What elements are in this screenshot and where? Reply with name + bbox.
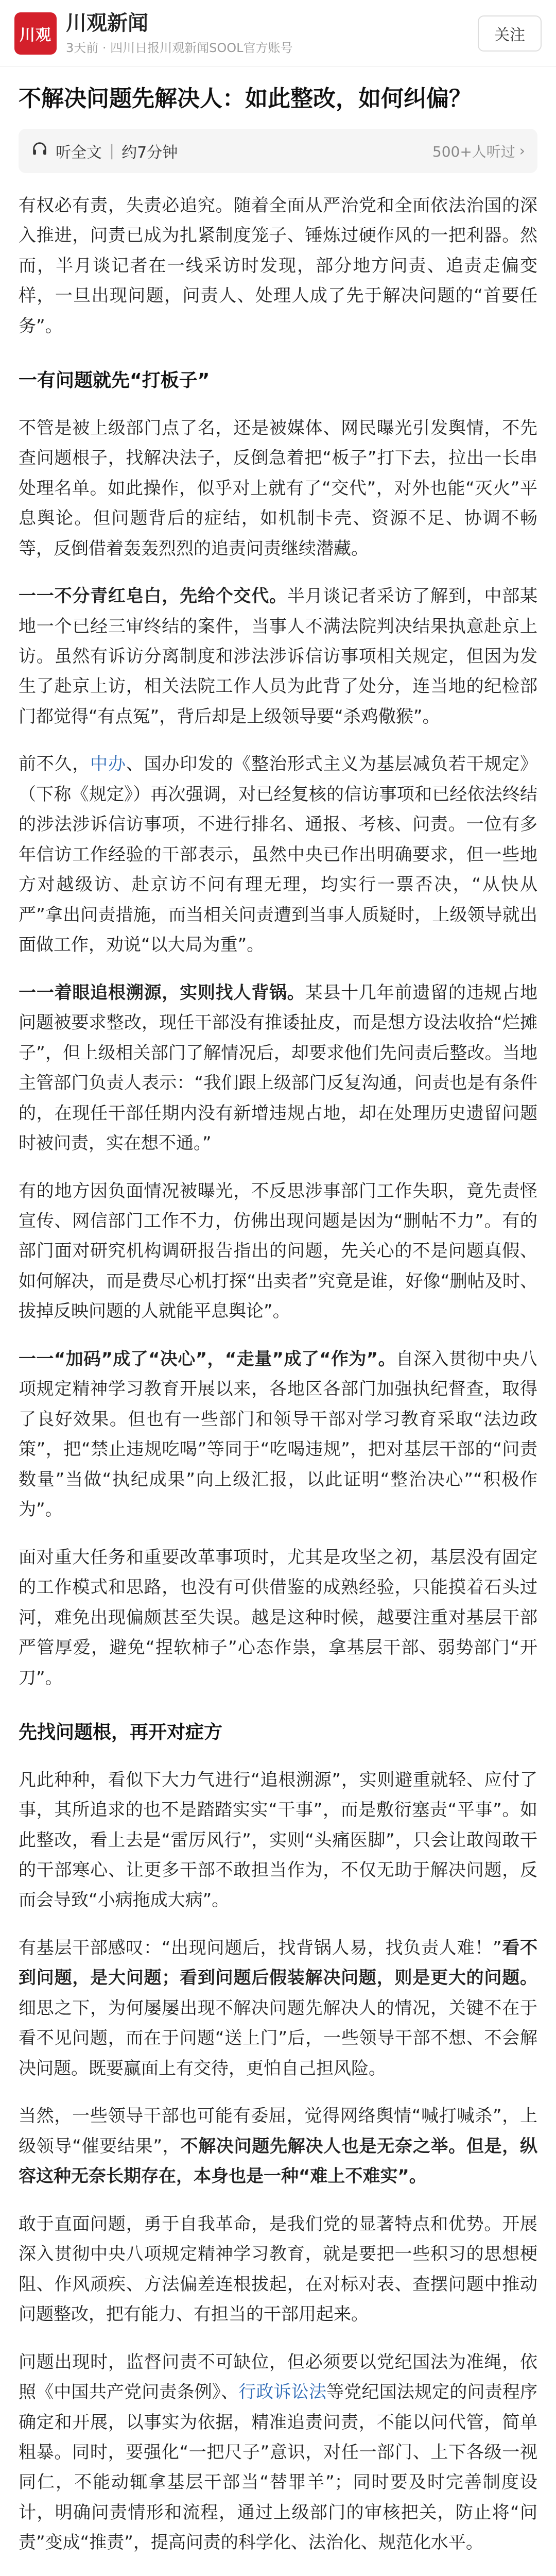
brand-subtitle: 3天前 · 四川日报川观新闻SOOL官方账号: [66, 41, 293, 55]
paragraph-text: 某县十几年前遗留的违规占地问题被要求整改，现任干部没有推诿扯皮，而是想方设法收拾“烂摊子”，但上级相关部门了解情况后，却要求他们先问责后整改。当地主管部门负责人表示：“我们跟上级部门反复沟通，问责也是有条件的，在现任干部任期内没有新增违规占地，却在处理历史遗留问题时被问责，实在想不通。”: [19, 982, 538, 1154]
entity-link[interactable]: 行政诉讼法: [238, 2382, 327, 2403]
bold-lead: 一一“加码”成了“决心”，“走量”成了“作为”。: [19, 1348, 396, 1369]
paragraph: [19, 1344, 537, 1525]
paragraph: 不管是被上级部门点了名，还是被媒体、网民曝光引发舆情，不先查问题根子，找解决法子，反倒急着把“板子”打下去，拉出一长串处理名单。如此操作，似乎对上就有了“交代”，对外也能“灭火”平息舆论。但问题背后的症结，如机制卡壳、资源不足、协调不畅等，反倒借着轰轰烈烈的追责问责继续潜藏。: [19, 417, 537, 559]
paragraph: 有的地方因负面情况被曝光，不反思涉事部门工作失职，竟先责怪宣传、网信部门工作不力，仿佛出现问题是因为“删帖不力”。有的部门面对研究机构调研报告指出的问题，先关心的不是问题真假、如何解决，而是费尽心机打探“出卖者”究竟是谁，好像“删帖及时、拔掉反映问题的人就能平息舆论”。: [19, 1180, 537, 1322]
paragraph-text: 有基层干部感叹：“出现问题后，找背锅人易，找负责人难！”: [19, 1937, 502, 1958]
paragraph: 敢于直面问题，勇于自我革命，是我们党的显著特点和优势。开展深入贯彻中央八项规定精神学习教育，就是要把一些积习的思想梗阻、作风顽疾、方法偏差连根拔起，在对标对表、查摆问题中推动问题整改，把有能力、有担当的干部用起来。: [19, 2213, 537, 2325]
bold-lead: 一一着眼追根溯源，实则找人背锅。: [19, 982, 305, 1003]
paragraph: [19, 2101, 537, 2191]
brand-name[interactable]: 川观新闻: [66, 11, 148, 35]
listen-label: 听全文: [56, 143, 102, 162]
entity-link[interactable]: 中办: [90, 754, 126, 775]
headphones-icon: [31, 140, 48, 162]
paragraph: 有权必有责，失责必追究。随着全面从严治党和全面依法治国的深入推进，问责已成为扎紧制度笼子、锤炼过硬作风的一把利器。然而，半月谈记者在一线采访时发现，部分地方问责、追责走偏变样，一旦出现问题，问责人、处理人成了先于解决问题的“首要任务”。: [19, 195, 537, 336]
paragraph: 面对重大任务和重要改革事项时，尤其是攻坚之初，基层没有固定的工作模式和思路，也没有可供借鉴的成熟经验，只能摸着石头过河，难免出现偏颇甚至失误。越是这种时候，越要注重对基层干部严管厚爱，避免“捏软柿子”心态作祟，拿基层干部、弱势部门“开刀”。: [19, 1547, 537, 1688]
top-bar: [0, 0, 556, 67]
listener-count: 500+人听过: [432, 143, 515, 160]
logo-text: 川观: [20, 26, 51, 44]
paragraph: [19, 1933, 537, 2083]
paragraph-text: 前不久，: [19, 754, 91, 775]
paragraph-text: 半月谈记者采访了解到，中部某地一个已经三审终结的案件，当事人不满法院判决结果执意赴京上访。虽然有诉访分离制度和涉法涉诉信访事项相关规定，但因为发生了赴京上访，相关法院工作人员为此背了处分，连当地的纪检部门都觉得“有点冤”，背后却是上级领导要“杀鸡儆猴”。: [19, 586, 538, 727]
listen-audio-bar[interactable]: [19, 129, 537, 173]
paragraph: 凡此种种，看似下大力气进行“追根溯源”，实则避重就轻、应付了事，其所追求的也不是踏踏实实“干事”，而是敷衍塞责“平事”。如此整改，看上去是“雷厉风行”，实则“头痛医脚”，只会让敢闯敢干的干部寒心、让更多干部不敢担当作为，不仅无助于解决问题，反而会导致“小病拖成大病”。: [19, 1769, 537, 1911]
listen-duration: 约7分钟: [121, 143, 178, 162]
article-title: 不解决问题先解决人：如此整改，如何纠偏？: [19, 86, 472, 112]
paragraph: [19, 2347, 537, 2558]
divider: |: [109, 142, 115, 160]
brand-meta[interactable]: [66, 11, 478, 56]
bold-text: 不解决问题先解决人也是无奈之举。但是，纵容这种无奈长期存在，本身也是一种“难上不难实”。: [19, 2136, 537, 2187]
paragraph-text: 、国办印发的《整治形式主义为基层减负若干规定》（下称《规定》）再次强调，对已经复核的信访事项和已经依法终结的涉法涉诉信访事项，不进行排名、通报、考核、问责。一位有多年信访工作经验的干部表示，虽然中央已作出明确要求，但一些地方对越级访、赴京访不问有理无理，均实行一票否决，“从快从严”拿出问责措施，而当相关问责遭到当事人质疑时，上级领导就出面做工作，劝说“以大局为重”。: [19, 754, 538, 956]
article-body: [0, 67, 556, 2576]
section-heading: 先找问题根，再开对症方: [19, 1722, 223, 1743]
bold-text: 看不到问题，是大问题；看到问题后假装解决问题，则是更大的问题。: [19, 1937, 537, 1989]
paragraph: [19, 978, 537, 1159]
section-heading: 一有问题就先“打板子”: [19, 370, 210, 392]
paragraph-text: 问题出现时，监督问责不可缺位，但必须要以党纪国法为准绳，依照《中国共产党问责条例》、: [19, 2351, 537, 2403]
paragraph: [19, 749, 537, 960]
paragraph-text: 细思之下，为何屡屡出现不解决问题先解决人的情况，关键不在于看不见问题，而在于问题“送上门”后，一些领导干部不想、不会解决问题。既要赢面上有交待，更怕自己担风险。: [19, 1997, 537, 2079]
follow-button[interactable]: 关注: [478, 15, 542, 52]
paragraph-text: 自深入贯彻中央八项规定精神学习教育开展以来，各地区各部门加强执纪督查，取得了良好效果。但也有一些部门和领导干部对学习教育采取“法边政策”，把“禁止违规吃喝”等同于“吃喝违规”，把对基层干部的“问责数量”当做“执纪成果”向上级汇报，以此证明“整治决心”“积极作为”。: [19, 1348, 538, 1520]
paragraph: [19, 581, 537, 732]
brand-logo[interactable]: [14, 12, 57, 55]
paragraph-text: 等党纪国法规定的问责程序确定和开展，以事实为依据，精准追责问责，不能以问代管，简单粗暴。同时，要强化“一把尺子”意识，对任一部门、上下各级一视同仁，不能动辄拿基层干部当“替罪羊”；同时要及时完善制度设计，明确问责情形和流程，通过上级部门的审核把关，防止将“问责”变成“推责”，提高问责的科学化、法治化、规范化水平。: [19, 2382, 538, 2553]
chevron-right-icon: ›: [519, 142, 525, 160]
paragraph-text: 当然，一些领导干部也可能有委屈，觉得网络舆情“喊打喊杀”，上级领导“催要结果”，: [19, 2106, 537, 2157]
bold-lead: 一一不分青红皂白，先给个交代。: [19, 586, 287, 607]
